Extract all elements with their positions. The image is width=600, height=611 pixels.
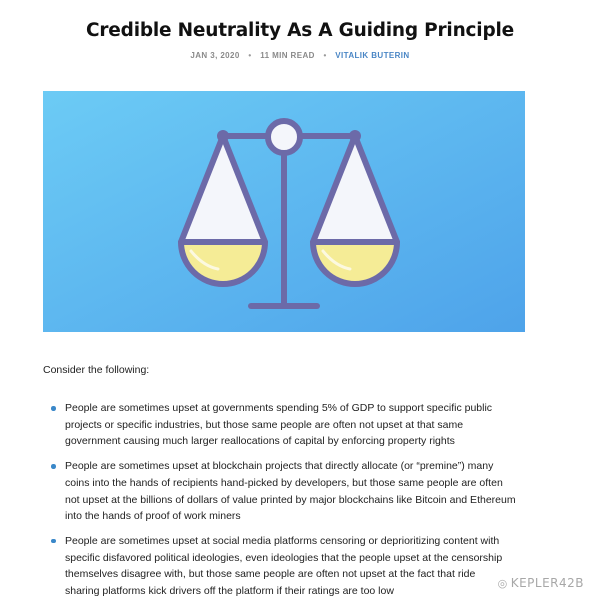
- list-item-line: People are sometimes upset at governments spending 5% of GDP to support specific public: [65, 402, 493, 414]
- watermark-text: KEPLER42B: [510, 576, 584, 590]
- list-item-line: People are sometimes upset at social media platforms censoring or deprioritizing content with: [65, 534, 500, 547]
- article-title: Credible Neutrality As A Guiding Principle: [86, 20, 514, 41]
- wechat-icon: ◎: [497, 577, 508, 590]
- bullet-icon: [51, 464, 56, 469]
- list-item-line: projects or specific industries, but those same people are often not upset at that same: [65, 418, 464, 431]
- hero-image: [43, 91, 525, 332]
- list-item-line: government causing much larger reallocations of capital by enforcing property rights: [65, 435, 455, 448]
- author-link[interactable]: VITALIK BUTERIN: [335, 51, 410, 60]
- bullet-icon: [51, 539, 56, 544]
- meta-separator: •: [323, 51, 327, 60]
- article-date: JAN 3, 2020: [190, 51, 240, 60]
- list-item-line: themselves disagree with, but those same people are often not upset at the fact that ride: [65, 568, 476, 581]
- watermark: [498, 576, 584, 590]
- list-item-line: People are sometimes upset at blockchain projects that directly allocate (or “premine”) many: [65, 460, 494, 473]
- list-item-line: specific disfavored political ideologies, even ideologies that the people upset at the censorship: [65, 551, 503, 564]
- list-item-line: into the hands of proof of work miners: [65, 510, 241, 523]
- article-meta: [0, 51, 600, 60]
- meta-separator: •: [248, 51, 252, 60]
- list-item-line: sharing platforms kick drivers off the platform if their ratings are too low: [65, 585, 394, 598]
- read-time: 11 MIN READ: [260, 51, 315, 60]
- intro-text: Consider the following:: [43, 364, 150, 376]
- list-item-line: coins into the hands of recipients hand-picked by developers, but those same people are often: [65, 476, 503, 489]
- example-list: [43, 400, 543, 608]
- list-item: [43, 533, 543, 600]
- bullet-icon: [51, 406, 56, 411]
- list-item: [43, 458, 543, 525]
- list-item: [43, 400, 543, 450]
- list-item-line: not upset at the billions of dollars of value printed by major blockchains like Bitcoin and Ethereum: [65, 493, 516, 506]
